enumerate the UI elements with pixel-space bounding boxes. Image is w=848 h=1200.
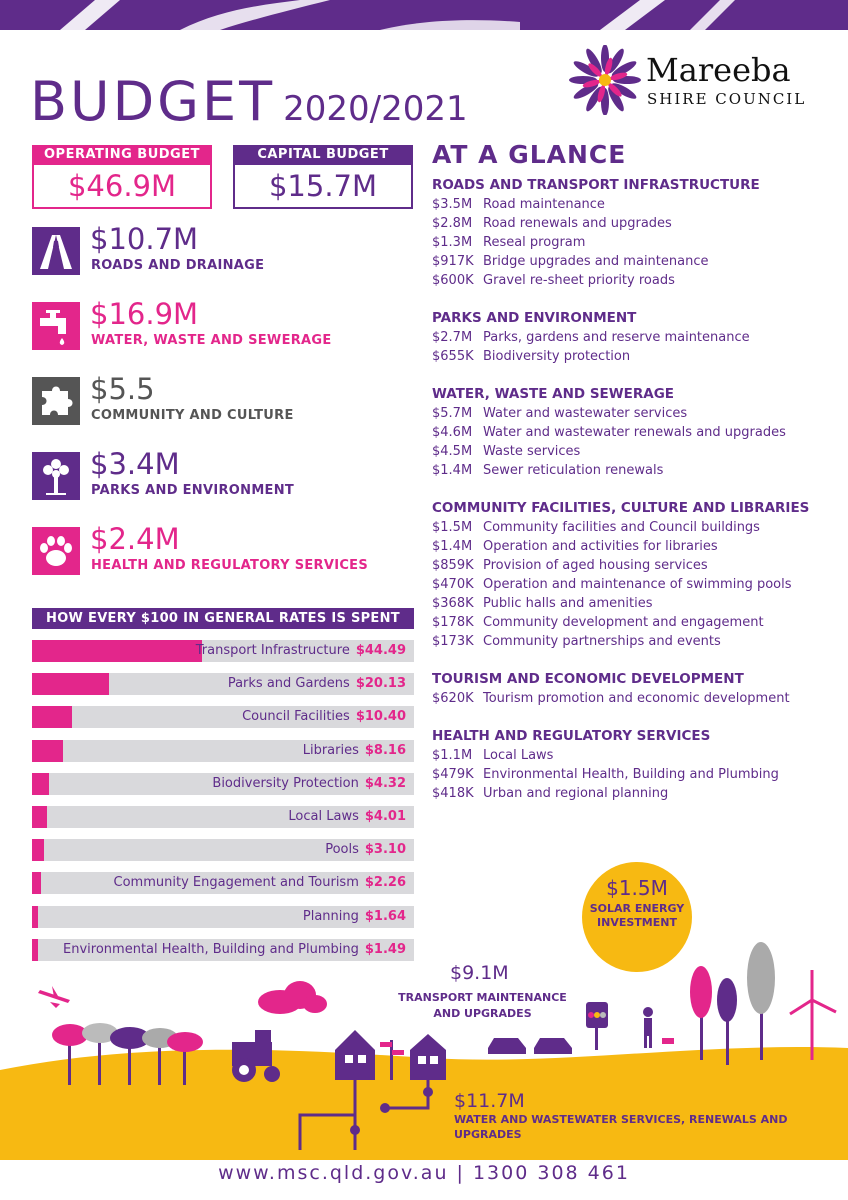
glance-section-heading: HEALTH AND REGULATORY SERVICES	[432, 728, 711, 744]
walker-icon	[643, 1007, 674, 1048]
rate-bar-text	[212, 773, 406, 795]
category-health	[32, 522, 412, 587]
glance-item-amount: $2.7M	[432, 330, 473, 345]
houses-icon	[335, 1030, 446, 1080]
rate-amount: $20.13	[355, 676, 406, 692]
glance-item-amount: $4.6M	[432, 425, 473, 440]
glance-item-amount: $1.4M	[432, 539, 473, 554]
glance-item	[432, 442, 832, 461]
glance-item	[432, 347, 832, 366]
glance-item-amount: $620K	[432, 691, 474, 706]
glance-item-amount: $1.3M	[432, 235, 473, 250]
glance-section-heading: WATER, WASTE AND SEWERAGE	[432, 386, 675, 402]
glance-item	[432, 556, 832, 575]
glance-item-amount: $470K	[432, 577, 474, 592]
glance-item-text: Sewer reticulation renewals	[483, 463, 664, 478]
glance-section	[432, 308, 832, 366]
glance-item-amount: $600K	[432, 273, 474, 288]
cloud-icon	[258, 981, 327, 1014]
solar-label: SOLAR ENERGY INVESTMENT	[589, 902, 685, 929]
category-label: WATER, WASTE AND SEWERAGE	[91, 333, 332, 348]
glance-item	[432, 575, 832, 594]
glance-section	[432, 669, 832, 708]
rate-bar-fill	[32, 673, 109, 695]
solar-investment-badge	[582, 862, 692, 972]
flower-logo-icon	[565, 45, 645, 115]
glance-item-text: Provision of aged housing services	[483, 558, 708, 573]
capital-budget-box	[233, 145, 413, 209]
glance-item-text: Road maintenance	[483, 197, 605, 212]
glance-sections	[432, 175, 832, 803]
trees-right-icon	[690, 942, 775, 1065]
glance-item-text: Water and wastewater services	[483, 406, 688, 421]
rate-bar-row	[32, 806, 414, 828]
glance-item-amount: $173K	[432, 634, 474, 649]
category-value: $16.9M	[90, 297, 199, 331]
glance-item	[432, 252, 832, 271]
glance-item-amount: $5.7M	[432, 406, 473, 421]
glance-item	[432, 746, 832, 765]
capital-budget-label: CAPITAL BUDGET	[233, 145, 413, 165]
rate-bar-text	[114, 872, 406, 894]
rate-bar-text	[196, 640, 406, 662]
at-a-glance	[432, 140, 832, 821]
glance-item-text: Gravel re-sheet priority roads	[483, 273, 675, 288]
rate-bar-row	[32, 673, 414, 695]
rate-amount: $4.01	[364, 808, 406, 824]
road-icon	[32, 227, 80, 275]
page-title	[30, 70, 468, 133]
rate-label: Transport Infrastructure	[195, 643, 350, 658]
rate-label: Libraries	[302, 742, 359, 758]
rate-label: Parks and Gardens	[227, 676, 350, 692]
category-value: $3.4M	[90, 447, 180, 481]
glance-item-amount: $2.8M	[432, 216, 473, 231]
glance-section-heading: ROADS AND TRANSPORT INFRASTRUCTURE	[432, 177, 760, 193]
capital-budget-value: $15.7M	[233, 165, 413, 209]
category-parks	[32, 447, 412, 512]
operating-budget-box	[32, 145, 212, 209]
category-label: ROADS AND DRAINAGE	[91, 258, 265, 273]
glance-item-amount: $479K	[432, 767, 474, 782]
category-community	[32, 372, 412, 437]
glance-item-amount: $3.5M	[432, 197, 473, 212]
glance-item	[432, 784, 832, 803]
glance-item-text: Waste services	[483, 444, 581, 459]
glance-item	[432, 404, 832, 423]
glance-item	[432, 613, 832, 632]
glance-item-text: Public halls and amenities	[483, 596, 653, 611]
rate-bar-row	[32, 740, 414, 762]
glance-item	[432, 233, 832, 252]
rate-bar-row	[32, 706, 414, 728]
transport-label: TRANSPORT MAINTENANCE AND UPGRADES	[398, 991, 567, 1020]
rate-bar-text	[325, 839, 406, 861]
glance-item-text: Local Laws	[483, 748, 554, 763]
glance-item-text: Operation and maintenance of swimming pools	[483, 577, 792, 592]
glance-item-amount: $4.5M	[432, 444, 473, 459]
water-value: $11.7M	[454, 1090, 525, 1112]
glance-item-text: Operation and activities for libraries	[483, 539, 718, 554]
rate-label: Pools	[325, 842, 359, 858]
glance-item-amount: $655K	[432, 349, 474, 364]
glance-item-amount: $418K	[432, 786, 474, 801]
glance-item	[432, 214, 832, 233]
rate-bar-text	[288, 806, 406, 828]
rate-bar-fill	[32, 740, 63, 762]
transport-value: $9.1M	[450, 962, 509, 984]
rate-bar-text	[228, 673, 406, 695]
glance-item-text: Water and wastewater renewals and upgrades	[483, 425, 786, 440]
glance-item-text: Bridge upgrades and maintenance	[483, 254, 709, 269]
rate-label: Council Facilities	[242, 709, 350, 725]
operating-budget-label: OPERATING BUDGET	[32, 145, 212, 165]
plane-icon	[38, 986, 70, 1008]
glance-item	[432, 537, 832, 556]
glance-item	[432, 461, 832, 480]
rate-label: Planning	[302, 908, 359, 924]
rate-amount: $44.49	[355, 643, 406, 658]
rate-bar-fill	[32, 706, 72, 728]
glance-section-heading: TOURISM AND ECONOMIC DEVELOPMENT	[432, 671, 744, 687]
glance-item-amount: $917K	[432, 254, 474, 269]
glance-section	[432, 384, 832, 480]
glance-item-text: Tourism promotion and economic development	[483, 691, 790, 706]
category-value: $5.5	[90, 372, 155, 406]
cars-icon	[488, 1038, 572, 1054]
glance-item-text: Road renewals and upgrades	[483, 216, 672, 231]
glance-item	[432, 765, 832, 784]
logo-subtitle: SHIRE COUNCIL	[647, 90, 807, 108]
tree-icon	[32, 452, 80, 500]
rate-bar-row	[32, 872, 414, 894]
glance-item	[432, 423, 832, 442]
glance-section-heading: PARKS AND ENVIRONMENT	[432, 310, 637, 326]
rate-label: Community Engagement and Tourism	[113, 875, 359, 891]
glance-item-text: Urban and regional planning	[483, 786, 669, 801]
water-label: WATER AND WASTEWATER SERVICES, RENEWALS AND UPGRADES	[454, 1113, 788, 1141]
wind-turbine-icon	[790, 970, 836, 1060]
glance-item-text: Community development and engagement	[483, 615, 764, 630]
glance-section	[432, 175, 832, 290]
category-label: COMMUNITY AND CULTURE	[91, 408, 294, 423]
glance-item-text: Community facilities and Council buildings	[483, 520, 760, 535]
rate-bar-text	[303, 740, 406, 762]
rate-bar-row	[32, 839, 414, 861]
glance-section	[432, 726, 832, 803]
glance-item-text: Biodiversity protection	[483, 349, 631, 364]
category-value: $10.7M	[90, 222, 199, 256]
rate-bar-fill	[32, 906, 38, 928]
title-year: 2020/2021	[283, 89, 468, 129]
glance-section-heading: COMMUNITY FACILITIES, CULTURE AND LIBRARIES	[432, 500, 810, 516]
glance-item-amount: $178K	[432, 615, 474, 630]
rate-amount: $8.16	[364, 742, 406, 758]
glance-item-amount: $859K	[432, 558, 474, 573]
category-roads	[32, 222, 412, 287]
category-label: PARKS AND ENVIRONMENT	[91, 483, 295, 498]
operating-budget-value: $46.9M	[32, 165, 212, 209]
category-value: $2.4M	[90, 522, 180, 556]
glance-item-text: Community partnerships and events	[483, 634, 721, 649]
rate-bar-row	[32, 906, 414, 928]
rates-heading: HOW EVERY $100 IN GENERAL RATES IS SPENT	[32, 608, 414, 629]
rate-bar-fill	[32, 773, 49, 795]
rate-bar-text	[242, 706, 406, 728]
category-label: HEALTH AND REGULATORY SERVICES	[91, 558, 369, 573]
rates-bar-list	[32, 640, 414, 972]
rate-bar-fill	[32, 640, 202, 662]
rate-label: Local Laws	[288, 808, 359, 824]
glance-item	[432, 271, 832, 290]
glance-item-text: Reseal program	[483, 235, 586, 250]
glance-title: AT A GLANCE	[432, 140, 627, 169]
glance-item-text: Parks, gardens and reserve maintenance	[483, 330, 750, 345]
rate-bar-fill	[32, 839, 44, 861]
rate-amount: $1.64	[364, 908, 406, 924]
title-budget: BUDGET	[30, 70, 276, 133]
glance-item-amount: $1.1M	[432, 748, 473, 763]
footer-contact: www.msc.qld.gov.au | 1300 308 461	[218, 1162, 630, 1184]
glance-item	[432, 689, 832, 708]
traffic-light-icon	[586, 1002, 608, 1050]
tap-icon	[32, 302, 80, 350]
glance-item-amount: $1.5M	[432, 520, 473, 535]
rate-label: Environmental Health, Building and Plumbing	[63, 941, 359, 957]
category-water	[32, 297, 412, 362]
rate-amount: $1.49	[364, 941, 406, 957]
rate-amount: $10.40	[355, 709, 406, 725]
glance-item	[432, 632, 832, 651]
top-decorative-band	[0, 0, 848, 30]
glance-item	[432, 518, 832, 537]
puzzle-icon	[32, 377, 80, 425]
paw-icon	[32, 527, 80, 575]
glance-item	[432, 594, 832, 613]
solar-value: $1.5M	[606, 876, 668, 900]
rate-bar-row	[32, 773, 414, 795]
glance-item	[432, 195, 832, 214]
glance-item-amount: $368K	[432, 596, 474, 611]
logo-name: Mareeba	[646, 51, 791, 89]
rate-amount: $2.26	[364, 875, 406, 891]
rate-amount: $3.10	[364, 842, 406, 858]
rate-label: Biodiversity Protection	[212, 775, 359, 791]
rate-bar-row	[32, 640, 414, 662]
glance-item-text: Environmental Health, Building and Plumbing	[483, 767, 779, 782]
rate-amount: $4.32	[364, 775, 406, 791]
rate-bar-fill	[32, 806, 47, 828]
glance-item	[432, 328, 832, 347]
rate-bar-text	[303, 906, 406, 928]
glance-section	[432, 498, 832, 651]
glance-item-amount: $1.4M	[432, 463, 473, 478]
rate-bar-fill	[32, 872, 41, 894]
